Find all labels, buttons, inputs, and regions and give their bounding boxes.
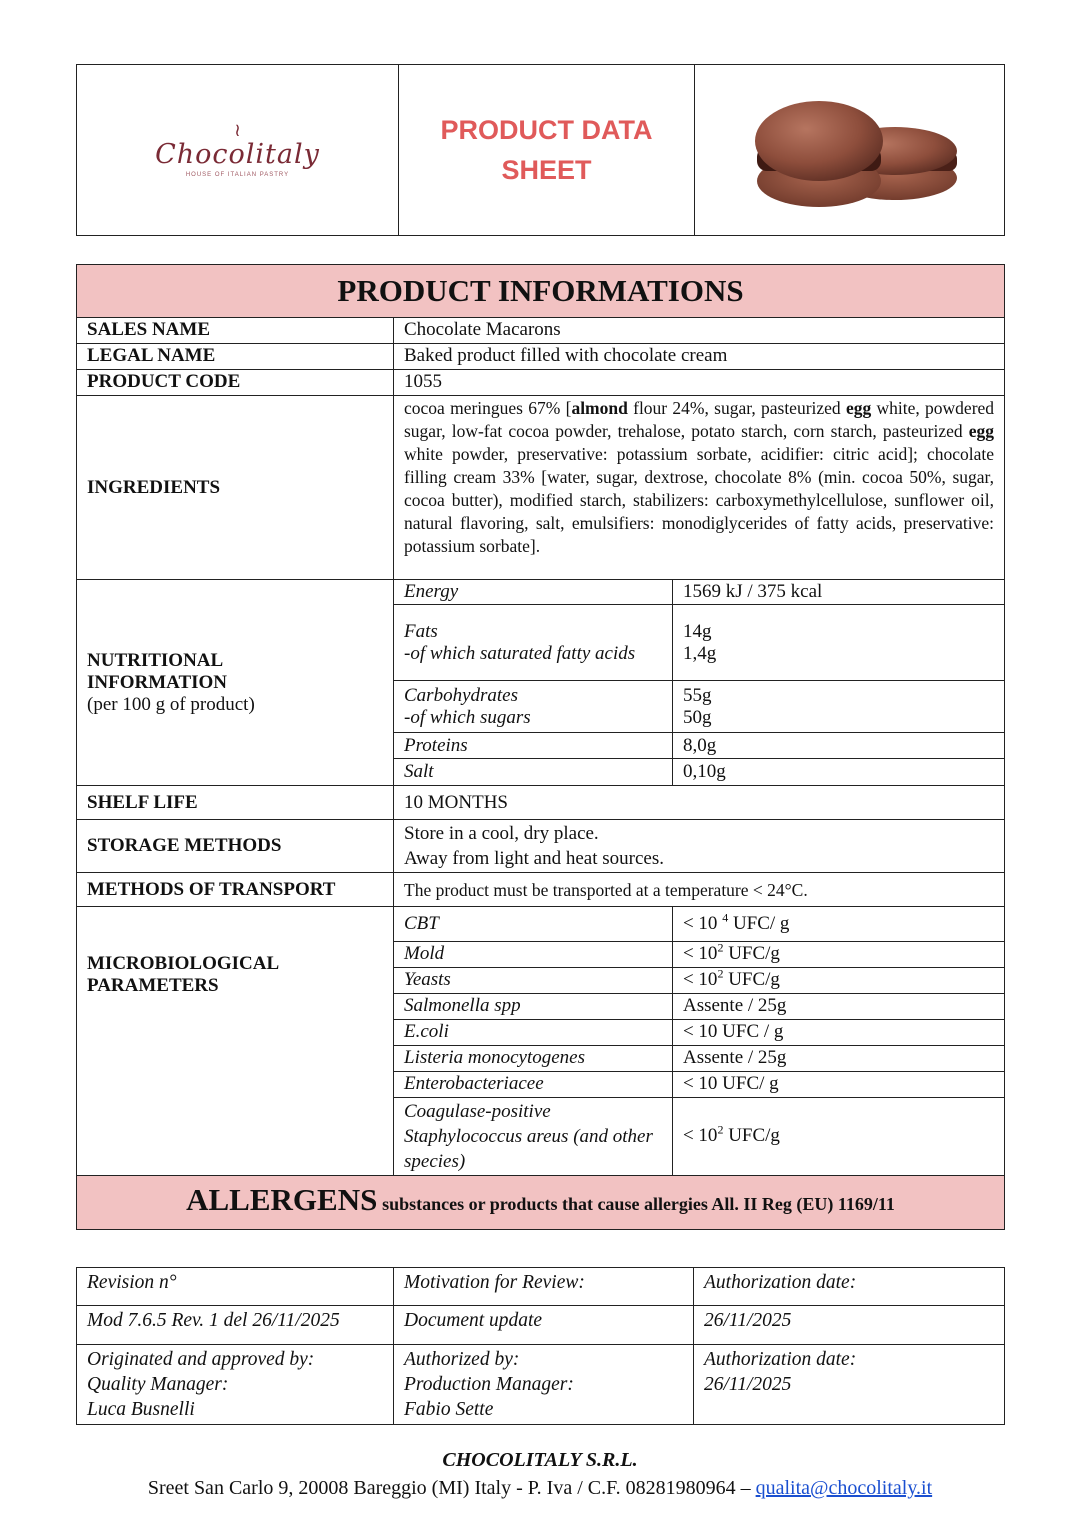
micro-parameter: Yeasts — [394, 967, 672, 993]
cell-line: 8,0g — [682, 734, 717, 756]
micro-limit — [672, 1019, 1004, 1045]
micro-limit — [672, 1097, 1004, 1175]
company-name: CHOCOLITALY S.R.L. — [442, 1449, 638, 1471]
sales-name-value: Chocolate Macarons — [394, 318, 1005, 344]
storage-label: STORAGE METHODS — [77, 820, 394, 873]
nutrition-row — [394, 681, 1004, 733]
cell-line: 14g — [682, 620, 712, 642]
title-line-2: SHEET — [501, 155, 592, 185]
micro-row — [394, 967, 1004, 993]
product-code-label: PRODUCT CODE — [77, 370, 394, 396]
storage-value — [394, 820, 1005, 873]
legal-name-value: Baked product filled with chocolate cream — [394, 344, 1005, 370]
macaron-image — [695, 65, 1005, 236]
storage-line-1: Store in a cool, dry place. — [404, 823, 599, 844]
shelf-life-label: SHELF LIFE — [77, 786, 394, 820]
nutrient-value — [672, 605, 1004, 681]
micro-table-cell — [394, 907, 1005, 1176]
micro-row — [394, 1045, 1004, 1071]
exponent: 2 — [717, 966, 724, 981]
micro-parameter: Coagulase-positive Staphylococcus areus (and other species) — [394, 1097, 672, 1175]
originated-by-line-3: Luca Busnelli — [87, 1399, 195, 1420]
micro-label-line-1: MICROBIOLOGICAL — [87, 953, 280, 974]
authorization-date-block — [694, 1345, 1005, 1425]
revision-value: Mod 7.6.5 Rev. 1 del 26/11/2025 — [77, 1306, 394, 1345]
originated-by-line-2: Quality Manager: — [87, 1374, 229, 1395]
nutrient-name — [394, 759, 672, 785]
nutrient-name — [394, 733, 672, 759]
exponent: 2 — [717, 1122, 724, 1137]
allergens-subtitle: substances or products that cause allergies All. II Reg (EU) 1169/11 — [382, 1193, 895, 1214]
allergen-word: almond — [571, 398, 628, 418]
micro-row — [394, 1071, 1004, 1097]
nutrition-table-cell — [394, 580, 1005, 786]
micro-limit — [672, 993, 1004, 1019]
micro-row — [394, 993, 1004, 1019]
allergen-word: egg — [968, 421, 995, 441]
sales-name-label: SALES NAME — [77, 318, 394, 344]
authorized-by — [394, 1345, 694, 1425]
limit-text: < 10 — [682, 943, 718, 964]
micro-row — [394, 1019, 1004, 1045]
originated-by — [77, 1345, 394, 1425]
cell-line: 1,4g — [682, 642, 717, 664]
limit-text: Assente / 25g — [682, 995, 787, 1016]
nutrition-label-line-2: INFORMATION — [87, 671, 228, 693]
exponent: 2 — [717, 940, 724, 955]
limit-text: < 10 UFC/ g — [682, 1073, 779, 1094]
micro-table — [394, 907, 1004, 1175]
limit-unit: UFC/ g — [728, 912, 790, 934]
nutrient-value — [672, 759, 1004, 785]
allergens-title: ALLERGENS — [186, 1181, 378, 1217]
ingredient-text: cocoa meringues 67% [ — [404, 398, 572, 418]
logo-text: Chocolitaly — [155, 139, 320, 170]
legal-name-label: LEGAL NAME — [77, 344, 394, 370]
authorized-by-line-3: Fabio Sette — [404, 1399, 494, 1420]
limit-text: Assente / 25g — [682, 1047, 787, 1068]
revision-header: Revision n° — [77, 1268, 394, 1306]
micro-limit — [672, 1071, 1004, 1097]
micro-limit — [672, 941, 1004, 967]
nutrition-row — [394, 759, 1004, 785]
ingredient-text: white, powdered sugar, low-fat cocoa powder, trehalose, potato starch, corn starch, pasteurized — [404, 398, 995, 441]
authorization-date-line-1: Authorization date: — [704, 1349, 857, 1370]
cell-line: -of which sugars — [404, 706, 531, 728]
nutrient-value — [672, 580, 1004, 605]
logo — [77, 122, 398, 178]
micro-parameter: Mold — [394, 941, 672, 967]
authorized-by-line-2: Production Manager: — [404, 1374, 574, 1395]
limit-unit: UFC/g — [723, 1125, 780, 1146]
micro-parameter: Listeria monocytogenes — [394, 1045, 672, 1071]
cell-line: Salt — [404, 760, 434, 782]
cell-line: 55g — [682, 684, 712, 706]
exponent: 4 — [722, 910, 729, 925]
nutrition-label-line-1: NUTRITIONAL — [87, 649, 224, 671]
nutrient-name — [394, 605, 672, 681]
cell-line: Energy — [404, 581, 459, 602]
ingredient-text: white powder, preservative: potassium sorbate, acidifier: citric acid]; chocolate filling cream 33% [water, sugar, dextrose, chocolate 8% (min. cocoa 50%, sugar, cocoa butter), modified starch, stabilizers: carboxymethylcellulose, sunflower oil, natural flavoring, salt, emulsifiers: monodiglycerides of fatty acids, preservative: potassium sorbate]. — [404, 444, 995, 556]
nutrient-value — [672, 681, 1004, 733]
allergens-banner — [77, 1175, 1005, 1229]
ingredients-text — [394, 396, 1005, 580]
micro-parameter: E.coli — [394, 1019, 672, 1045]
limit-text: < 10 — [682, 912, 723, 934]
logo-swirl-icon: ≀ — [234, 120, 241, 141]
title-line-1: PRODUCT DATA — [440, 115, 653, 145]
document-title — [399, 65, 695, 236]
motivation-header: Motivation for Review: — [394, 1268, 694, 1306]
authorization-date-value: 26/11/2025 — [694, 1306, 1005, 1345]
micro-row — [394, 907, 1004, 941]
cell-line: -of which saturated fatty acids — [404, 642, 636, 664]
logo-cell — [77, 65, 399, 236]
shelf-life-value: 10 MONTHS — [394, 786, 1005, 820]
micro-label — [77, 907, 394, 1176]
product-info-table — [76, 264, 1005, 1230]
nutrition-row — [394, 605, 1004, 681]
authorization-date-header: Authorization date: — [694, 1268, 1005, 1306]
micro-parameter: Salmonella spp — [394, 993, 672, 1019]
email-link[interactable]: qualita@chocolitaly.it — [755, 1477, 933, 1499]
nutrient-value — [672, 733, 1004, 759]
footer — [0, 1446, 1080, 1502]
micro-limit — [672, 907, 1004, 941]
nutrition-table — [394, 580, 1004, 785]
micro-parameter: Enterobacteriacee — [394, 1071, 672, 1097]
transport-value: The product must be transported at a temperature < 24°C. — [394, 873, 1005, 907]
header-table — [76, 64, 1005, 236]
transport-label: METHODS OF TRANSPORT — [77, 873, 394, 907]
nutrient-name — [394, 580, 672, 605]
section-title: PRODUCT INFORMATIONS — [77, 265, 1005, 318]
nutrition-row — [394, 580, 1004, 605]
macaron-icon — [735, 83, 965, 213]
address-text: Sreet San Carlo 9, 20008 Bareggio (MI) Italy - P. Iva / C.F. 08281980964 – — [147, 1477, 756, 1499]
limit-unit: UFC/g — [723, 943, 780, 964]
nutrition-subtitle: (per 100 g of product) — [87, 693, 255, 715]
cell-line: 50g — [682, 706, 712, 728]
limit-text: < 10 — [682, 969, 718, 990]
micro-row — [394, 1097, 1004, 1175]
cell-line: 1569 kJ / 375 kcal — [682, 581, 823, 602]
limit-text: < 10 — [682, 1125, 718, 1146]
limit-unit: UFC/g — [723, 969, 780, 990]
ingredients-label: INGREDIENTS — [77, 396, 394, 580]
motivation-value: Document update — [394, 1306, 694, 1345]
nutrition-label — [77, 580, 394, 786]
cell-line: 0,10g — [682, 760, 726, 782]
micro-limit — [672, 967, 1004, 993]
limit-text: < 10 UFC / g — [682, 1021, 784, 1042]
nutrient-name — [394, 681, 672, 733]
micro-limit — [672, 1045, 1004, 1071]
authorization-date-line-2: 26/11/2025 — [704, 1374, 792, 1395]
cell-line: Fats — [404, 620, 438, 642]
allergen-word: egg — [845, 398, 872, 418]
revision-table — [76, 1267, 1005, 1425]
product-code-value: 1055 — [394, 370, 1005, 396]
micro-row — [394, 941, 1004, 967]
storage-line-2: Away from light and heat sources. — [404, 848, 664, 869]
company-address — [0, 1474, 1080, 1502]
cell-line: Proteins — [404, 734, 468, 756]
micro-label-line-2: PARAMETERS — [87, 975, 219, 996]
authorized-by-line-1: Authorized by: — [404, 1349, 520, 1370]
originated-by-line-1: Originated and approved by: — [87, 1349, 315, 1370]
micro-parameter: CBT — [394, 907, 672, 941]
cell-line: Carbohydrates — [404, 684, 518, 706]
logo-tagline: HOUSE OF ITALIAN PASTRY — [185, 172, 290, 178]
nutrition-row — [394, 733, 1004, 759]
ingredient-text: flour 24%, sugar, pasteurized — [627, 398, 846, 418]
